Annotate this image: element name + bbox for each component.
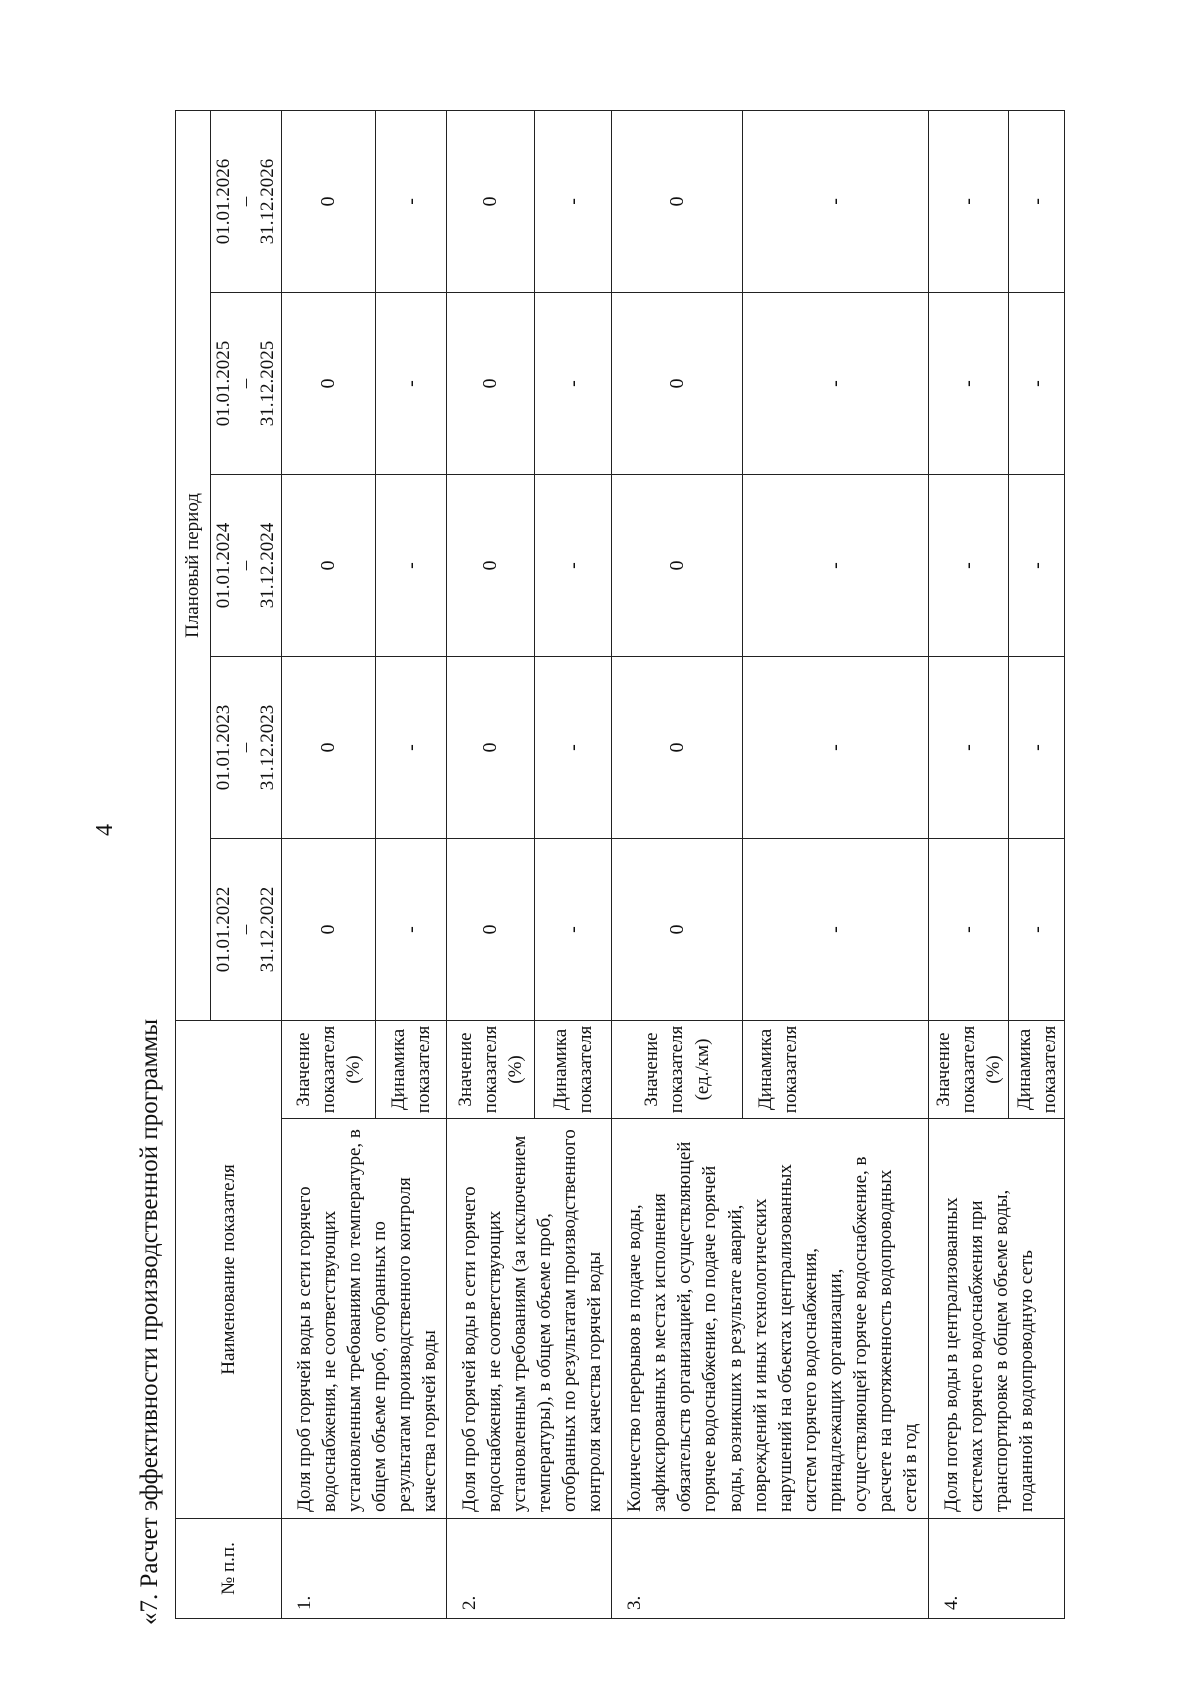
- value-cell: 0: [612, 656, 743, 838]
- value-cell: 0: [281, 110, 376, 292]
- value-cell: -: [1009, 656, 1065, 838]
- subrow-label: Динамика показателя: [535, 1020, 612, 1118]
- value-cell: -: [1009, 838, 1065, 1020]
- value-cell: 0: [612, 474, 743, 656]
- indicator-name: Доля проб горячей воды в сети горячего водоснабжения, не соответствующих установленным требованиям (за исключением температуры), в общем объеме проб, отобранных по результатам производственного контроля качества горячей воды: [446, 1119, 611, 1519]
- value-cell: -: [928, 292, 1009, 474]
- table-row: [612, 110, 743, 1618]
- value-cell: -: [535, 292, 612, 474]
- value-cell: -: [1009, 110, 1065, 292]
- subrow-label: Значение показателя (%): [928, 1020, 1009, 1118]
- value-cell: -: [928, 474, 1009, 656]
- value-cell: 0: [446, 474, 534, 656]
- page-number: 4: [92, 824, 118, 836]
- header-num: № п.п.: [176, 1519, 282, 1619]
- indicator-name: Доля потерь воды в централизованных системах горячего водоснабжения при транспортировке в общем объеме воды, поданной в водопроводную сеть: [928, 1119, 1064, 1519]
- subrow-label: Динамика показателя: [742, 1020, 928, 1118]
- table-row: [446, 110, 534, 1618]
- subrow-label: Динамика показателя: [376, 1020, 447, 1118]
- value-cell: -: [928, 838, 1009, 1020]
- subrow-label: Значение показателя (ед./км): [612, 1020, 743, 1118]
- value-cell: 0: [446, 838, 534, 1020]
- value-cell: -: [1009, 474, 1065, 656]
- value-cell: 0: [281, 656, 376, 838]
- header-period: 01.01.2026 – 31.12.2026: [211, 110, 282, 292]
- value-cell: -: [742, 838, 928, 1020]
- value-cell: -: [742, 110, 928, 292]
- header-period: 01.01.2022 – 31.12.2022: [211, 838, 282, 1020]
- value-cell: -: [1009, 292, 1065, 474]
- efficiency-table: [175, 110, 1065, 1619]
- value-cell: 0: [446, 110, 534, 292]
- value-cell: -: [535, 838, 612, 1020]
- value-cell: -: [376, 656, 447, 838]
- value-cell: -: [376, 474, 447, 656]
- subrow-label: Динамика показателя: [1009, 1020, 1065, 1118]
- value-cell: 0: [612, 838, 743, 1020]
- value-cell: 0: [281, 838, 376, 1020]
- row-number: 4.: [928, 1519, 1064, 1619]
- rotated-page-content: [125, 105, 1065, 1625]
- header-period: 01.01.2023 – 31.12.2023: [211, 656, 282, 838]
- row-number: 2.: [446, 1519, 611, 1619]
- value-cell: -: [742, 292, 928, 474]
- value-cell: -: [742, 474, 928, 656]
- value-cell: 0: [612, 110, 743, 292]
- header-name: Наименование показателя: [176, 1020, 282, 1518]
- value-cell: -: [928, 110, 1009, 292]
- indicator-name: Количество перерывов в подаче воды, зафиксированных в местах исполнения обязательств организацией, осуществляющей горячее водоснабжение, по подаче горячей воды, возникших в результате аварий, повреждений и иных технологических нарушений на объектах централизованных систем горячего водоснабжения, принадлежащих организации, осуществляющей горячее водоснабжение, в расчете на протяженность водопроводных сетей в год: [612, 1119, 929, 1519]
- value-cell: -: [376, 838, 447, 1020]
- table-row: [281, 110, 376, 1618]
- value-cell: -: [376, 110, 447, 292]
- header-planned-period: Плановый период: [176, 110, 211, 1020]
- value-cell: -: [535, 656, 612, 838]
- value-cell: -: [376, 292, 447, 474]
- subrow-label: Значение показателя (%): [281, 1020, 376, 1118]
- value-cell: 0: [281, 292, 376, 474]
- table-row: [928, 110, 1009, 1618]
- value-cell: -: [535, 110, 612, 292]
- value-cell: 0: [446, 656, 534, 838]
- value-cell: -: [928, 656, 1009, 838]
- value-cell: -: [535, 474, 612, 656]
- subrow-label: Значение показателя (%): [446, 1020, 534, 1118]
- value-cell: 0: [612, 292, 743, 474]
- document-title: «7. Расчет эффективности производственной программы: [136, 1018, 163, 1625]
- value-cell: 0: [446, 292, 534, 474]
- value-cell: 0: [281, 474, 376, 656]
- row-number: 3.: [612, 1519, 929, 1619]
- header-period: 01.01.2024 – 31.12.2024: [211, 474, 282, 656]
- header-period: 01.01.2025 – 31.12.2025: [211, 292, 282, 474]
- value-cell: -: [742, 656, 928, 838]
- indicator-name: Доля проб горячей воды в сети горячего водоснабжения, не соответствующих установленным требованиям по температуре, в общем объеме проб, отобранных по результатам производственного контроля качества горячей воды: [281, 1119, 446, 1519]
- row-number: 1.: [281, 1519, 446, 1619]
